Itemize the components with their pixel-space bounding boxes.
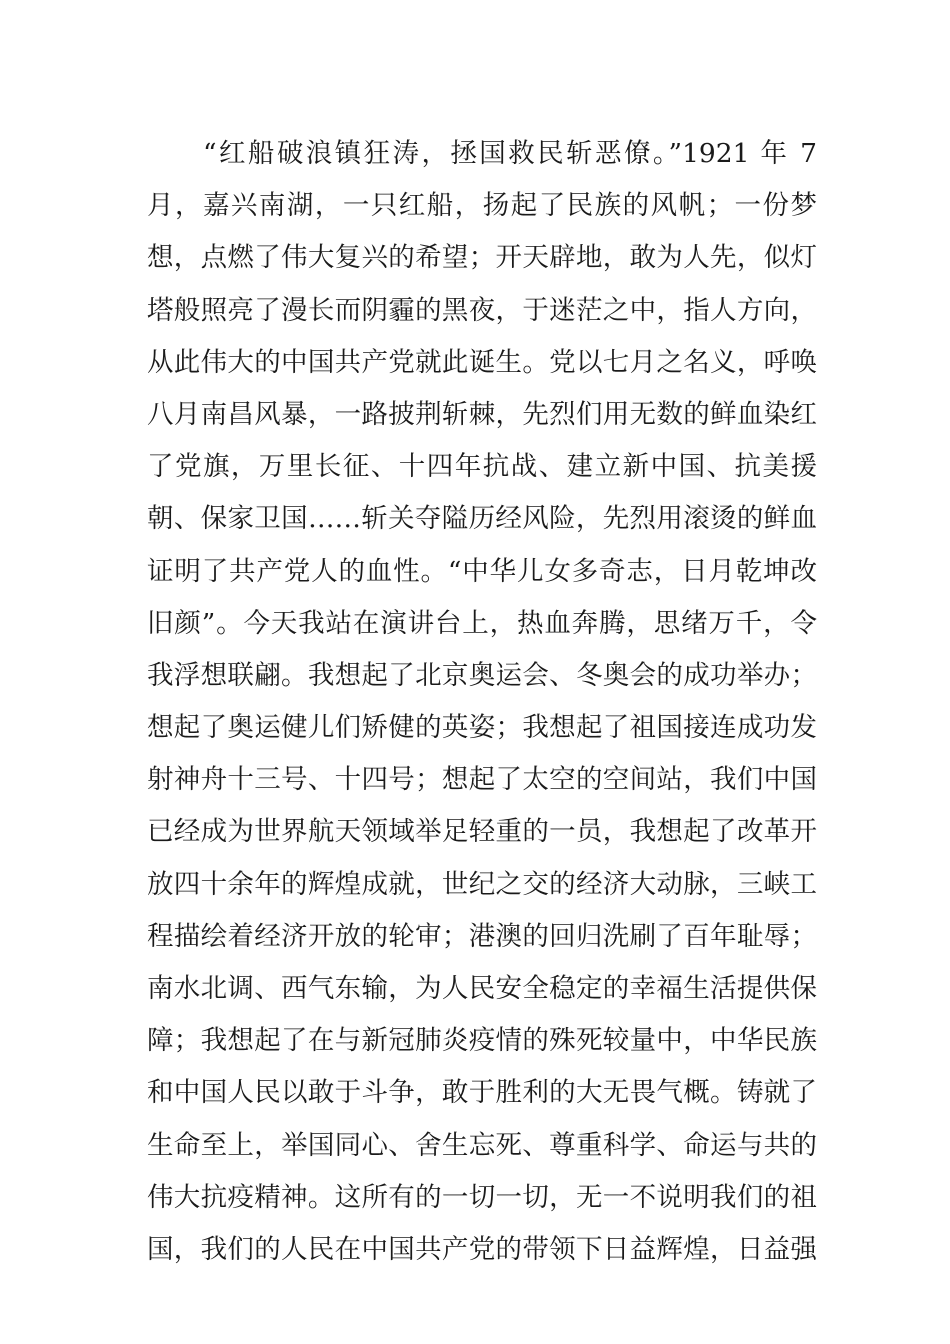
paragraph-line: 南水北调、西气东输，为人民安全稳定的幸福生活提供保 [147,973,817,1004]
paragraph-line: 证明了共产党人的血性。“中华儿女多奇志，日月乾坤改 [147,555,817,587]
paragraph-line: 想起了奥运健儿们矫健的英姿；我想起了祖国接连成功发 [147,712,817,744]
paragraph-line: 生命至上，举国同心、舍生忘死、尊重科学、命运与共的 [147,1129,817,1161]
paragraph-line: 和中国人民以敢于斗争，敢于胜利的大无畏气概。铸就了 [147,1077,817,1109]
paragraph-line: 想，点燃了伟大复兴的希望；开天辟地，敢为人先，似灯 [147,242,817,274]
paragraph-line: 程描绘着经济开放的轮审；港澳的回归洗刷了百年耻辱； [147,920,817,952]
paragraph-line: 月，嘉兴南湖，一只红船，扬起了民族的风帆；一份梦 [147,190,817,222]
paragraph-line: 障；我想起了在与新冠肺炎疫情的殊死较量中，中华民族 [147,1025,817,1057]
paragraph-line: 了党旗，万里长征、十四年抗战、建立新中国、抗美援 [147,451,817,483]
paragraph-line: 国，我们的人民在中国共产党的带领下日益辉煌，日益强 [147,1233,817,1265]
paragraph-line: 我浮想联翩。我想起了北京奥运会、冬奥会的成功举办； [147,659,817,691]
paragraph-line: 八月南昌风暴，一路披荆斩棘，先烈们用无数的鲜血染红 [147,398,817,430]
paragraph-line: 从此伟大的中国共产党就此诞生。党以七月之名义，呼唤 [147,346,817,378]
paragraph-line: 射神舟十三号、十四号；想起了太空的空间站，我们中国 [147,764,817,796]
speech-paragraph [147,128,817,1276]
paragraph-line: 塔般照亮了漫长而阴霾的黑夜，于迷茫之中，指人方向， [147,294,817,326]
paragraph-line: 伟大抗疫精神。这所有的一切一切，无一不说明我们的祖 [147,1181,817,1213]
paragraph-line: 已经成为世界航天领域举足轻重的一员，我想起了改革开 [147,816,817,848]
paragraph-line: “红船破浪镇狂涛，拯国救民斩恶僚。”1921 年 7 [203,138,817,169]
paragraph-line: 朝、保家卫国……斩关夺隘历经风险，先烈用滚烫的鲜血 [147,503,817,535]
paragraph-line: 旧颜”。今天我站在演讲台上，热血奔腾，思绪万千，令 [147,607,817,639]
paragraph-line: 放四十余年的辉煌成就，世纪之交的经济大动脉，三峡工 [147,868,817,900]
